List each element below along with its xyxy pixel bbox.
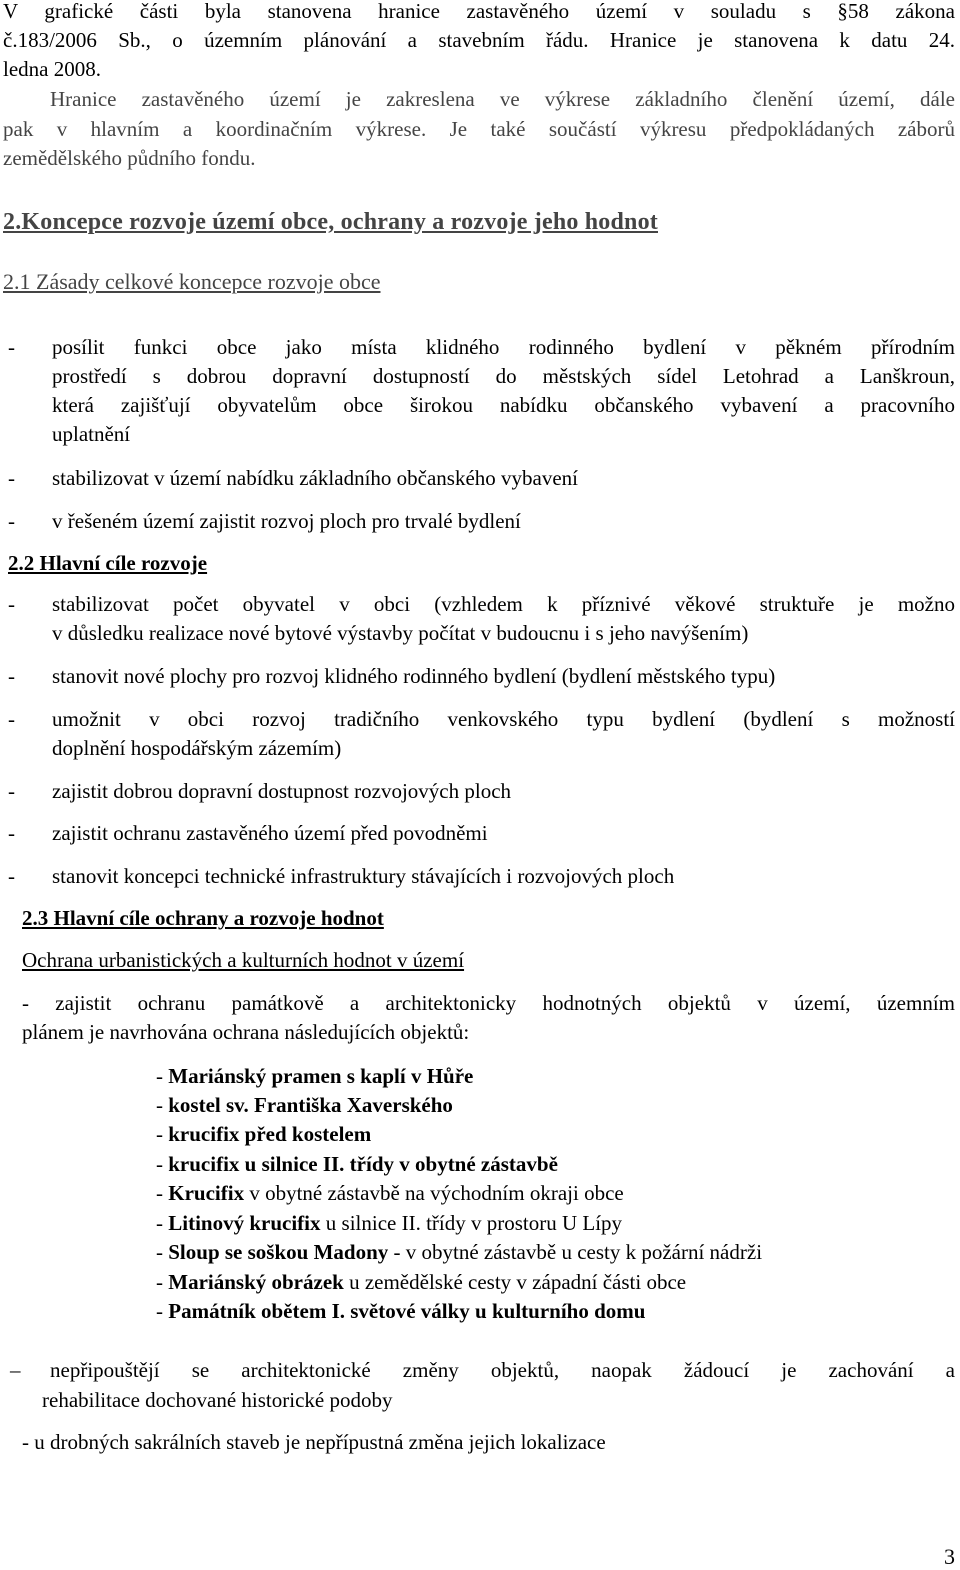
subsection-subheading: Ochrana urbanistických a kulturních hodnot v území xyxy=(22,948,465,972)
intro-line-4: Hranice zastavěného území je zakreslena ve výkrese základního členění území, dále xyxy=(50,87,955,111)
protected-object: - krucifix u silnice II. třídy v obytné zástavbě xyxy=(156,1152,558,1176)
protected-object: - Krucifix v obytné zástavbě na východním okraji obce xyxy=(156,1181,624,1205)
document-page: V grafické části byla stanovena hranice zastavěného území v souladu s §58 zákona č.183/2006 Sb., o územním plánování a stavebním řádu. Hranice je stanovena k datu 24. ledna 2008. Hranice zastavěného území je zakreslena ve výkrese základního členění území, dále pak v hlavním a koordinačním výkrese. Je také součástí výkresu předpokládaných záborů zemědělského půdního fondu. 2.Koncepce rozvoje území obce, ochrany a rozvoje jeho hodnot 2.1 Zásady celkové koncepce rozvoje obce - posílit funkci obce jako místa klidného rodinného bydlení v pěkném přírodním prostředí s dobrou dopravní dostupností do městských sídel Letohrad a Lanškroun, která zajišťují obyvatelům obce širokou nabídku občanského vybavení a pracovního uplatnění - stabilizovat v území nabídku základního občanského vybavení - v řešeném území zajistit rozvoj ploch pro trvalé bydlení 2.2 Hlavní cíle rozvoje - stabilizovat počet obyvatel v obci (vzhledem k příznivé věkové struktuře je možno v důsledku realizace nové bytové výstavby počítat v budoucnu i s jeho navýšením) - stanovit nové plochy pro rozvoj klidného rodinného bydlení (bydlení městského typu) - umožnit v obci rozvoj tradičního venkovského typu bydlení (bydlení s možností doplnění hospodářským zázemím) - zajistit dobrou dopravní dostupnost rozvojových ploch - zajistit ochranu zastavěného území před povodněmi - stanovit koncepci technické infrastruktury stávajících i rozvojových ploch 2.3 Hlavní cíle ochrany a rozvoje hodnot Ochrana urbanistických a kulturních hodnot v území - zajistit ochranu památkově a architektonicky hodnotných objektů v území, územním plánem je navrhována ochrana následujících objektů: - Mariánský pramen s kaplí v Hůře - kostel sv. Františka Xaverského - krucifix před kostelem - krucifix u silnice II. třídy v obytné zástavbě - Krucifix v obytné zástavbě na východním okraji obce - Litinový krucifix u silnice II. třídy v prostoru U Lípy - Sloup se soškou Madony - v obytné zástavbě u cesty k požární nádrži - Mariánský obrázek u zemědělské cesty v západní části obce - Památník obětem I. světové války u kulturního domu – nepřipouštějí se architektonické změny objektů, naopak žádoucí je zachování a rehabilitace dochované historické podoby - u drobných sakrálních staveb je nepřípustná změna jejich lokalizace 3 xyxy=(3,0,955,1569)
protection-intro-line-2: plánem je navrhována ochrana následujících objektů: xyxy=(22,1020,470,1044)
protected-object: - kostel sv. Františka Xaverského xyxy=(156,1093,453,1117)
intro-line-3: ledna 2008. xyxy=(3,57,101,81)
protected-object: - Sloup se soškou Madony - v obytné zástavbě u cesty k požární nádrži xyxy=(156,1240,763,1264)
intro-line-1: V grafické části byla stanovena hranice zastavěného území v souladu s §58 zákona xyxy=(3,0,955,23)
intro-line-5: pak v hlavním a koordinačním výkrese. Je také součástí výkresu předpokládaných záborů xyxy=(3,117,955,141)
final-line: - u drobných sakrálních staveb je nepřípustná změna jejich lokalizace xyxy=(22,1430,606,1454)
intro-line-6: zemědělského půdního fondu. xyxy=(3,146,256,170)
subsection-heading-2-2: 2.2 Hlavní cíle rozvoje xyxy=(8,551,208,575)
protected-object: - Mariánský pramen s kaplí v Hůře xyxy=(156,1064,474,1088)
protection-intro-line-1: - zajistit ochranu památkově a architektonicky hodnotných objektů v území, územním xyxy=(22,991,955,1015)
page-number: 3 xyxy=(944,1544,955,1569)
intro-line-2: č.183/2006 Sb., o územním plánování a stavebním řádu. Hranice je stanovena k datu 24. xyxy=(3,28,955,52)
subsection-heading-2-3: 2.3 Hlavní cíle ochrany a rozvoje hodnot xyxy=(22,906,384,930)
closing-dash: – xyxy=(10,1358,21,1382)
protected-object: - krucifix před kostelem xyxy=(156,1122,372,1146)
protected-object: - Litinový krucifix u silnice II. třídy v prostoru U Lípy xyxy=(156,1211,623,1235)
closing-line-1: nepřipouštějí se architektonické změny objektů, naopak žádoucí je zachování a xyxy=(50,1358,955,1382)
section-heading: 2.Koncepce rozvoje území obce, ochrany a rozvoje jeho hodnot xyxy=(3,209,658,235)
protected-object: - Památník obětem I. světové války u kulturního domu xyxy=(156,1299,646,1323)
subsection-heading-2-1: 2.1 Zásady celkové koncepce rozvoje obce xyxy=(3,269,381,294)
closing-line-2: rehabilitace dochované historické podoby xyxy=(42,1388,393,1412)
protected-object: - Mariánský obrázek u zemědělské cesty v západní části obce xyxy=(156,1270,687,1294)
